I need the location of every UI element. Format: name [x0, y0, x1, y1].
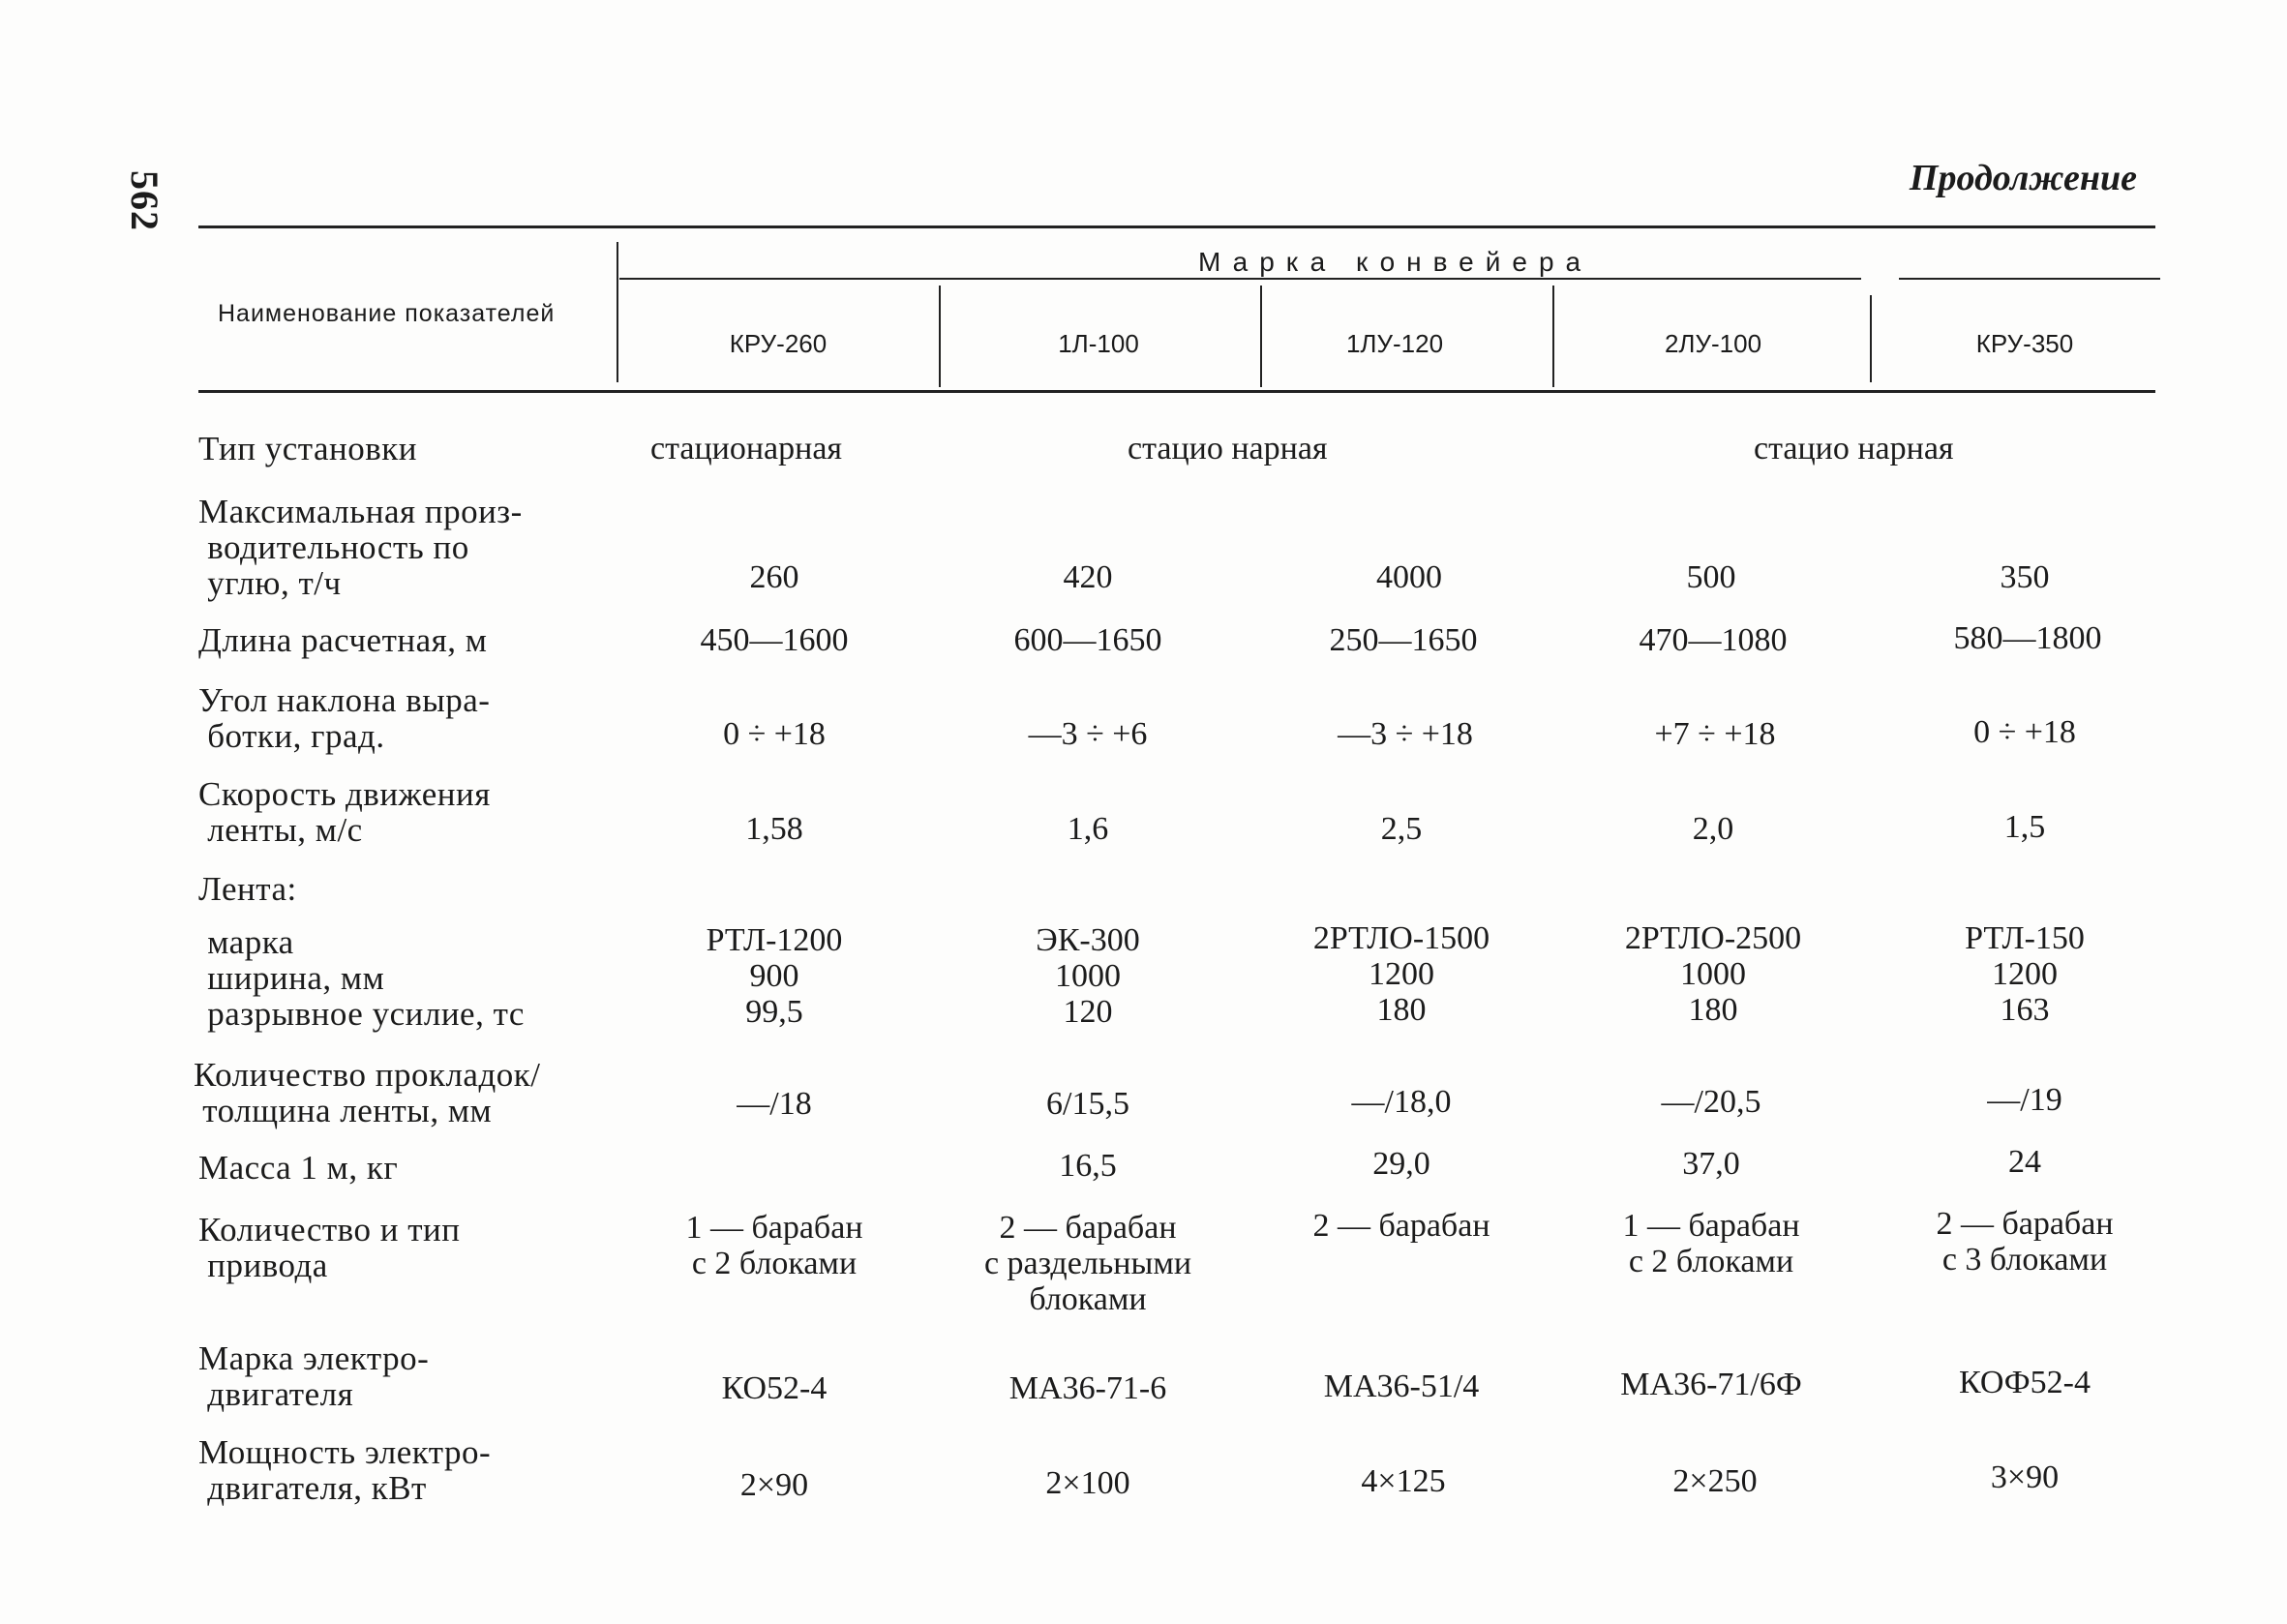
- belt-sublabels: марка ширина, мм разрывное усилие, тс: [207, 923, 525, 1033]
- col-divider-0: [617, 242, 618, 382]
- row-label-capacity: Максимальная произ- водительность по углю, т/ч: [198, 493, 523, 602]
- top-rule: [198, 226, 2155, 228]
- motor-brand-kru260: КО52-4: [721, 1370, 828, 1406]
- length-1lu120: 250—1650: [1329, 622, 1478, 658]
- column-header-1l100: 1Л-100: [1058, 329, 1139, 358]
- mass-2lu100: 37,0: [1682, 1146, 1740, 1182]
- mass-kru350: 24: [2008, 1144, 2041, 1180]
- column-header-2lu100: 2ЛУ-100: [1664, 329, 1762, 358]
- motor-power-1l100: 2×100: [1045, 1465, 1130, 1501]
- capacity-1l100: 420: [1063, 559, 1113, 595]
- row-label-plies: Количество прокладок/ толщина ленты, мм: [194, 1056, 541, 1129]
- drive-1l100: 2 — барабан с раздельными блоками: [983, 1210, 1192, 1317]
- drive-1lu120: 2 — барабан: [1312, 1208, 1490, 1244]
- plies-1l100: 6/15,5: [1046, 1086, 1129, 1122]
- mass-1lu120: 29,0: [1372, 1146, 1430, 1182]
- speed-1l100: 1,6: [1067, 811, 1109, 847]
- column-header-1lu120: 1ЛУ-120: [1345, 329, 1444, 358]
- group-rule: [619, 278, 1861, 280]
- speed-kru260: 1,58: [745, 811, 803, 847]
- row-label-drive: Количество и тип привода: [198, 1211, 461, 1284]
- angle-1lu120: —3 ÷ +18: [1338, 716, 1473, 752]
- plies-kru350: —/19: [1987, 1082, 2062, 1118]
- row-label-install-type: Тип установки: [198, 430, 418, 467]
- drive-kru260: 1 — барабан с 2 блоками: [685, 1210, 863, 1281]
- column-header-kru350: КРУ-350: [1975, 329, 2074, 358]
- mass-1l100: 16,5: [1059, 1148, 1117, 1184]
- group-header: Марка конвейера: [1198, 247, 1593, 277]
- row-label-length: Длина расчетная, м: [198, 621, 488, 659]
- capacity-1lu120: 4000: [1376, 559, 1442, 595]
- page-number: 562: [123, 170, 166, 231]
- name-column-header: Наименование показателей: [218, 300, 556, 327]
- motor-power-kru260: 2×90: [739, 1467, 809, 1503]
- motor-brand-2lu100: МА36-71/6Ф: [1620, 1367, 1802, 1402]
- continuation-label: Продолжение: [1909, 158, 2137, 198]
- header-bottom-rule: [198, 390, 2155, 393]
- install-type-span-3: стацио нарная: [1754, 431, 1954, 466]
- row-label-angle: Угол наклона выра- ботки, град.: [198, 681, 491, 755]
- capacity-kru350: 350: [2000, 559, 2050, 595]
- row-label-speed: Скорость движения ленты, м/с: [198, 775, 491, 849]
- length-kru350: 580—1800: [1953, 620, 2102, 656]
- speed-2lu100: 2,0: [1692, 811, 1734, 847]
- install-type-span-1: стационарная: [650, 431, 843, 466]
- capacity-kru260: 260: [749, 559, 799, 595]
- speed-1lu120: 2,5: [1380, 811, 1423, 847]
- belt-2lu100: 2РТЛО-2500 1000 180: [1624, 920, 1802, 1028]
- capacity-2lu100: 500: [1686, 559, 1736, 595]
- angle-kru350: 0 ÷ +18: [1973, 714, 2076, 750]
- col-divider-4: [1870, 295, 1872, 382]
- speed-kru350: 1,5: [2003, 809, 2046, 845]
- row-label-mass: Масса 1 м, кг: [198, 1149, 399, 1187]
- plies-kru260: —/18: [737, 1086, 812, 1122]
- column-header-kru260: КРУ-260: [729, 329, 828, 358]
- motor-power-2lu100: 2×250: [1672, 1463, 1758, 1499]
- angle-1l100: —3 ÷ +6: [1028, 716, 1148, 752]
- belt-kru350: РТЛ-150 1200 163: [1965, 920, 2085, 1028]
- angle-2lu100: +7 ÷ +18: [1654, 716, 1776, 752]
- install-type-span-2: стацио нарная: [1128, 431, 1328, 466]
- plies-1lu120: —/18,0: [1351, 1084, 1452, 1120]
- length-1l100: 600—1650: [1013, 622, 1162, 658]
- motor-brand-1lu120: МА36-51/4: [1323, 1368, 1480, 1404]
- belt-kru260: РТЛ-1200 900 99,5: [706, 922, 843, 1030]
- belt-1lu120: 2РТЛО-1500 1200 180: [1312, 920, 1490, 1028]
- row-label-motor-power: Мощность электро- двигателя, кВт: [198, 1433, 492, 1507]
- belt-1l100: ЭК-300 1000 120: [1036, 922, 1140, 1030]
- col-divider-3: [1552, 286, 1554, 387]
- col-divider-2: [1260, 286, 1262, 387]
- drive-kru350: 2 — барабан с 3 блоками: [1936, 1206, 2114, 1278]
- row-label-motor-brand: Марка электро- двигателя: [198, 1339, 430, 1413]
- length-2lu100: 470—1080: [1639, 622, 1788, 658]
- group-rule-right: [1899, 278, 2160, 280]
- length-kru260: 450—1600: [700, 622, 849, 658]
- motor-power-kru350: 3×90: [1990, 1459, 2060, 1495]
- angle-kru260: 0 ÷ +18: [723, 716, 826, 752]
- plies-2lu100: —/20,5: [1661, 1084, 1761, 1120]
- motor-power-1lu120: 4×125: [1361, 1463, 1446, 1499]
- motor-brand-1l100: МА36-71-6: [1008, 1370, 1167, 1406]
- motor-brand-kru350: КОФ52-4: [1959, 1365, 2091, 1400]
- drive-2lu100: 1 — барабан с 2 блоками: [1622, 1208, 1800, 1279]
- col-divider-1: [939, 286, 941, 387]
- row-label-belt: Лента:: [198, 870, 297, 908]
